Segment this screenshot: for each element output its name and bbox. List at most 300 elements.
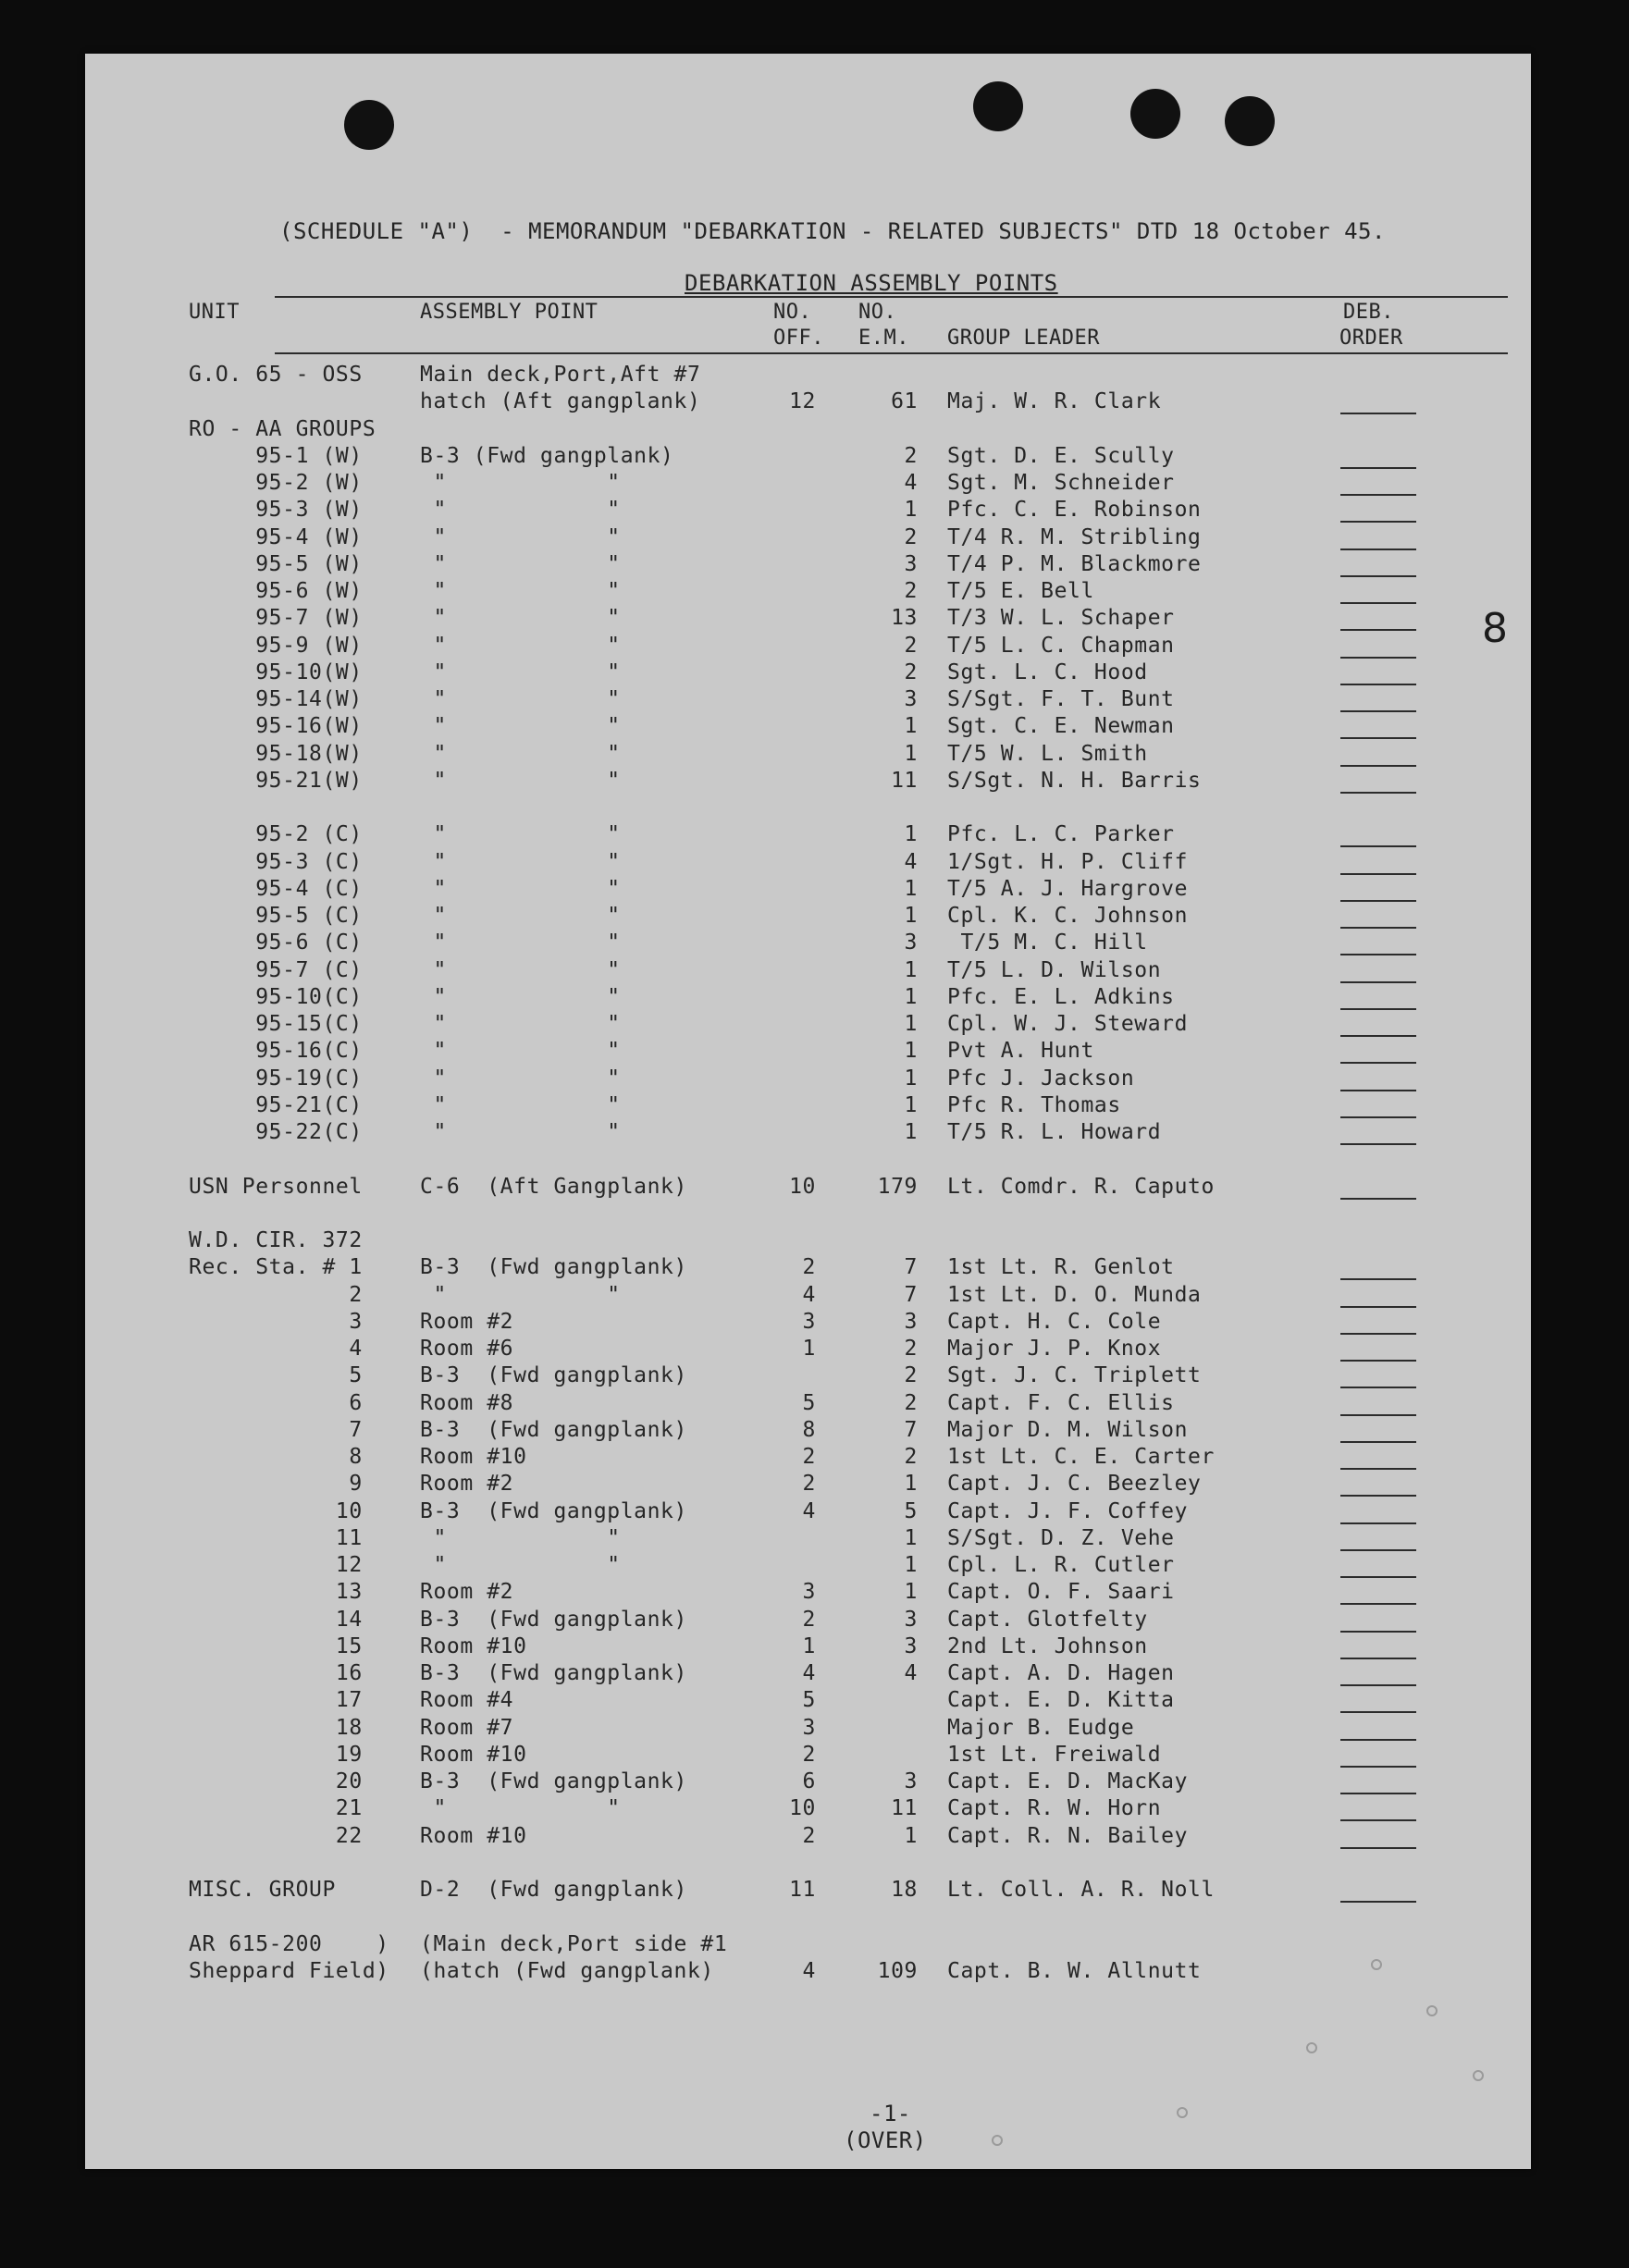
group-leader-cell: Sgt. J. C. Triplett [947,1363,1202,1387]
group-leader-cell: Capt. J. F. Coffey [947,1499,1189,1523]
unit-cell: 15 [189,1634,363,1658]
group-leader-cell: Cpl. W. J. Steward [947,1012,1189,1036]
group-leader-cell: Pfc R. Thomas [947,1093,1121,1117]
enlisted-count-cell: 2 [904,660,918,684]
officers-count-cell: 1 [802,1337,816,1361]
officers-count-cell: 5 [802,1688,816,1712]
unit-cell: Sheppard Field) [189,1959,389,1983]
over-note: (OVER) [844,2127,927,2153]
unit-cell: 3 [189,1310,363,1334]
deb-order-blank [1340,954,1416,955]
enlisted-count-cell: 1 [904,742,918,766]
unit-cell: 95-21(W) [189,769,363,793]
officers-count-cell: 4 [802,1959,816,1983]
col-header-assembly: ASSEMBLY POINT [420,301,599,324]
deb-order-blank [1340,710,1416,712]
enlisted-count-cell: 2 [904,1391,918,1415]
deb-order-blank [1340,1631,1416,1633]
unit-cell: 95-18(W) [189,742,363,766]
unit-cell: 95-3 (W) [189,498,363,522]
deb-order-blank [1340,1360,1416,1362]
assembly-point-cell: " " [420,850,621,874]
unit-cell: 18 [189,1716,363,1740]
assembly-point-cell: Room #4 [420,1688,514,1712]
document-subtitle: DEBARKATION ASSEMBLY POINTS [685,270,1058,296]
group-leader-cell: Capt. B. W. Allnutt [947,1959,1202,1983]
enlisted-count-cell: 3 [904,1634,918,1658]
group-leader-cell: Cpl. K. C. Johnson [947,904,1189,928]
deb-order-blank [1340,1333,1416,1335]
assembly-point-cell: hatch (Aft gangplank) [420,389,701,413]
unit-cell: 12 [189,1553,363,1577]
unit-cell: 4 [189,1337,363,1361]
assembly-point-cell: B-3 (Fwd gangplank) [420,1608,687,1632]
unit-cell: 95-10(W) [189,660,363,684]
assembly-point-cell: B-3 (Fwd gangplank) [420,1363,687,1387]
unit-cell: 95-9 (W) [189,634,363,658]
deb-order-blank [1340,657,1416,659]
assembly-point-cell: " " [420,1796,621,1820]
officers-count-cell: 6 [802,1769,816,1793]
deb-order-blank [1340,494,1416,496]
col-header-unit: UNIT [189,301,240,324]
group-leader-cell: Sgt. D. E. Scully [947,444,1175,468]
deb-order-blank [1340,1468,1416,1470]
enlisted-count-cell: 7 [904,1418,918,1442]
deb-order-blank [1340,1658,1416,1659]
unit-cell: 95-22(C) [189,1120,363,1144]
deb-order-blank [1340,1116,1416,1118]
deb-order-blank [1340,1819,1416,1821]
deb-order-blank [1340,1035,1416,1037]
officers-count-cell: 2 [802,1472,816,1496]
assembly-point-cell: " " [420,1283,621,1307]
document-page [85,54,1531,2169]
enlisted-count-cell: 3 [904,931,918,955]
handwritten-mark: 8 [1482,605,1508,652]
group-leader-cell: Sgt. M. Schneider [947,471,1175,495]
enlisted-count-cell: 179 [877,1175,918,1199]
deb-order-blank [1340,1901,1416,1903]
enlisted-count-cell: 13 [891,606,918,630]
deb-order-blank [1340,1414,1416,1416]
unit-cell: 95-1 (W) [189,444,363,468]
deb-order-blank [1340,900,1416,902]
group-leader-cell: T/4 P. M. Blackmore [947,552,1202,576]
deb-order-blank [1340,1711,1416,1713]
officers-count-cell: 4 [802,1283,816,1307]
enlisted-count-cell: 1 [904,958,918,982]
group-leader-cell: 1st Lt. D. O. Munda [947,1283,1202,1307]
paper-speck [1473,2070,1484,2081]
group-leader-cell: T/5 R. L. Howard [947,1120,1162,1144]
deb-order-blank [1340,629,1416,631]
col-header-off-1: NO. [773,301,812,324]
enlisted-count-cell: 109 [877,1959,918,1983]
enlisted-count-cell: 1 [904,822,918,846]
unit-cell: 17 [189,1688,363,1712]
assembly-point-cell: " " [420,498,621,522]
col-header-deb-1: DEB. [1343,301,1394,324]
deb-order-blank [1340,1603,1416,1605]
paper-speck [1177,2107,1188,2118]
deb-order-blank [1340,1090,1416,1091]
group-leader-cell: T/5 M. C. Hill [947,931,1148,955]
group-leader-cell: T/5 A. J. Hargrove [947,877,1189,901]
unit-cell: 95-3 (C) [189,850,363,874]
group-leader-cell: Capt. E. D. MacKay [947,1769,1189,1793]
unit-cell: W.D. CIR. 372 [189,1228,363,1252]
unit-cell: 95-5 (C) [189,904,363,928]
officers-count-cell: 2 [802,1824,816,1848]
deb-order-blank [1340,1684,1416,1686]
unit-cell: 2 [189,1283,363,1307]
unit-cell: 10 [189,1499,363,1523]
assembly-point-cell: Room #10 [420,1634,527,1658]
assembly-point-cell: " " [420,822,621,846]
col-header-off-2: OFF. [773,327,824,350]
group-leader-cell: Pvt A. Hunt [947,1039,1094,1063]
deb-order-blank [1340,1847,1416,1849]
unit-cell: AR 615-200 ) [189,1932,389,1956]
enlisted-count-cell: 5 [904,1499,918,1523]
assembly-point-cell: Room #2 [420,1580,514,1604]
enlisted-count-cell: 11 [891,1796,918,1820]
col-header-em-1: NO. [858,301,897,324]
unit-cell: 95-21(C) [189,1093,363,1117]
assembly-point-cell: B-3 (Fwd gangplank) [420,1661,687,1685]
unit-cell: 95-6 (C) [189,931,363,955]
paper-speck [1426,2005,1438,2016]
assembly-point-cell: " " [420,1526,621,1550]
paper-speck [992,2135,1003,2146]
enlisted-count-cell: 1 [904,1093,918,1117]
group-leader-cell: Capt. F. C. Ellis [947,1391,1175,1415]
enlisted-count-cell: 1 [904,1526,918,1550]
group-leader-cell: Capt. J. C. Beezley [947,1472,1202,1496]
assembly-point-cell: Main deck,Port,Aft #7 [420,363,701,387]
deb-order-blank [1340,981,1416,983]
group-leader-cell: Pfc. L. C. Parker [947,822,1175,846]
unit-cell: 13 [189,1580,363,1604]
assembly-point-cell: " " [420,742,621,766]
officers-count-cell: 10 [789,1796,816,1820]
punch-hole [344,100,394,150]
assembly-point-cell: (hatch (Fwd gangplank) [420,1959,714,1983]
group-leader-cell: 1st Lt. C. E. Carter [947,1445,1215,1469]
assembly-point-cell: " " [420,1120,621,1144]
group-leader-cell: S/Sgt. D. Z. Vehe [947,1526,1175,1550]
deb-order-blank [1340,1062,1416,1064]
group-leader-cell: Lt. Coll. A. R. Noll [947,1878,1215,1902]
enlisted-count-cell: 7 [904,1283,918,1307]
group-leader-cell: T/5 W. L. Smith [947,742,1148,766]
group-leader-cell: Capt. O. F. Saari [947,1580,1175,1604]
deb-order-blank [1340,1278,1416,1280]
assembly-point-cell: Room #10 [420,1824,527,1848]
group-leader-cell: Maj. W. R. Clark [947,389,1162,413]
deb-order-blank [1340,792,1416,794]
memorandum-header: (SCHEDULE "A") - MEMORANDUM "DEBARKATION - RELATED SUBJECTS" DTD 18 October 45. [279,218,1386,244]
assembly-point-cell: " " [420,931,621,955]
group-leader-cell: Cpl. L. R. Cutler [947,1553,1175,1577]
unit-cell: 95-7 (C) [189,958,363,982]
enlisted-count-cell: 2 [904,1363,918,1387]
officers-count-cell: 2 [802,1743,816,1767]
col-header-em-2: E.M. [858,327,909,350]
enlisted-count-cell: 3 [904,552,918,576]
unit-cell: 95-15(C) [189,1012,363,1036]
unit-cell: 20 [189,1769,363,1793]
enlisted-count-cell: 1 [904,498,918,522]
enlisted-count-cell: 1 [904,1012,918,1036]
unit-cell: 9 [189,1472,363,1496]
enlisted-count-cell: 1 [904,1553,918,1577]
assembly-point-cell: " " [420,769,621,793]
group-leader-cell: Sgt. L. C. Hood [947,660,1148,684]
officers-count-cell: 3 [802,1310,816,1334]
unit-cell: 16 [189,1661,363,1685]
unit-cell: 6 [189,1391,363,1415]
enlisted-count-cell: 1 [904,985,918,1009]
assembly-point-cell: Room #10 [420,1743,527,1767]
punch-hole [1130,89,1180,139]
deb-order-blank [1340,602,1416,604]
officers-count-cell: 5 [802,1391,816,1415]
group-leader-cell: Major D. M. Wilson [947,1418,1189,1442]
unit-cell: 7 [189,1418,363,1442]
group-leader-cell: Capt. H. C. Cole [947,1310,1162,1334]
deb-order-blank [1340,1306,1416,1308]
assembly-point-cell: (Main deck,Port side #1 [420,1932,728,1956]
assembly-point-cell: C-6 (Aft Gangplank) [420,1175,687,1199]
enlisted-count-cell: 2 [904,634,918,658]
unit-cell: 95-7 (W) [189,606,363,630]
group-leader-cell: Capt. R. W. Horn [947,1796,1162,1820]
unit-cell: 95-2 (W) [189,471,363,495]
group-leader-cell: T/4 R. M. Stribling [947,525,1202,549]
group-leader-cell: Capt. Glotfelty [947,1608,1148,1632]
assembly-point-cell: D-2 (Fwd gangplank) [420,1878,687,1902]
group-leader-cell: 1st Lt. Freiwald [947,1743,1162,1767]
unit-cell: 21 [189,1796,363,1820]
officers-count-cell: 2 [802,1255,816,1279]
unit-cell: 14 [189,1608,363,1632]
assembly-point-cell: " " [420,634,621,658]
group-leader-cell: S/Sgt. N. H. Barris [947,769,1202,793]
group-leader-cell: T/3 W. L. Schaper [947,606,1175,630]
group-leader-cell: Sgt. C. E. Newman [947,714,1175,738]
deb-order-blank [1340,1522,1416,1524]
enlisted-count-cell: 3 [904,1608,918,1632]
page-number: -1- [870,2101,911,2126]
officers-count-cell: 4 [802,1661,816,1685]
unit-cell: 95-14(W) [189,687,363,711]
assembly-point-cell: " " [420,1039,621,1063]
enlisted-count-cell: 11 [891,769,918,793]
punch-hole [1225,96,1275,146]
unit-cell: 95-19(C) [189,1066,363,1091]
enlisted-count-cell: 2 [904,1445,918,1469]
col-header-deb-2: ORDER [1339,327,1403,350]
table-header-rule [275,352,1508,354]
group-leader-cell: S/Sgt. F. T. Bunt [947,687,1175,711]
enlisted-count-cell: 1 [904,1824,918,1848]
enlisted-count-cell: 1 [904,714,918,738]
enlisted-count-cell: 1 [904,1120,918,1144]
assembly-point-cell: " " [420,985,621,1009]
deb-order-blank [1340,521,1416,523]
enlisted-count-cell: 2 [904,444,918,468]
col-header-leader: GROUP LEADER [947,327,1100,350]
assembly-point-cell: Room #6 [420,1337,514,1361]
enlisted-count-cell: 3 [904,687,918,711]
deb-order-blank [1340,737,1416,739]
unit-cell: 95-4 (C) [189,877,363,901]
group-leader-cell: Major J. P. Knox [947,1337,1162,1361]
group-leader-cell: Capt. E. D. Kitta [947,1688,1175,1712]
unit-cell: 95-6 (W) [189,579,363,603]
group-leader-cell: T/5 E. Bell [947,579,1094,603]
assembly-point-cell: Room #10 [420,1445,527,1469]
assembly-point-cell: " " [420,471,621,495]
group-leader-cell: Pfc. E. L. Adkins [947,985,1175,1009]
deb-order-blank [1340,1387,1416,1388]
assembly-point-cell: " " [420,552,621,576]
assembly-point-cell: Room #2 [420,1472,514,1496]
unit-cell: 8 [189,1445,363,1469]
enlisted-count-cell: 2 [904,579,918,603]
group-leader-cell: Lt. Comdr. R. Caputo [947,1175,1215,1199]
assembly-point-cell: B-3 (Fwd gangplank) [420,444,674,468]
officers-count-cell: 3 [802,1716,816,1740]
deb-order-blank [1340,1576,1416,1578]
unit-cell: 95-5 (W) [189,552,363,576]
enlisted-count-cell: 61 [891,389,918,413]
deb-order-blank [1340,845,1416,847]
group-leader-cell: T/5 L. D. Wilson [947,958,1162,982]
deb-order-blank [1340,1793,1416,1794]
officers-count-cell: 2 [802,1608,816,1632]
group-leader-cell: T/5 L. C. Chapman [947,634,1175,658]
assembly-point-cell: " " [420,1012,621,1036]
deb-order-blank [1340,549,1416,550]
deb-order-blank [1340,1441,1416,1443]
enlisted-count-cell: 3 [904,1769,918,1793]
assembly-point-cell: Room #7 [420,1716,514,1740]
assembly-point-cell: " " [420,660,621,684]
assembly-point-cell: B-3 (Fwd gangplank) [420,1418,687,1442]
enlisted-count-cell: 3 [904,1310,918,1334]
unit-cell: RO - AA GROUPS [189,417,376,441]
paper-speck [1306,2042,1317,2053]
officers-count-cell: 3 [802,1580,816,1604]
enlisted-count-cell: 1 [904,1066,918,1091]
officers-count-cell: 1 [802,1634,816,1658]
deb-order-blank [1340,413,1416,414]
unit-cell: 22 [189,1824,363,1848]
deb-order-blank [1340,1495,1416,1497]
deb-order-blank [1340,927,1416,929]
enlisted-count-cell: 1 [904,877,918,901]
unit-cell: USN Personnel [189,1175,363,1199]
deb-order-blank [1340,1766,1416,1768]
assembly-point-cell: B-3 (Fwd gangplank) [420,1769,687,1793]
enlisted-count-cell: 4 [904,850,918,874]
officers-count-cell: 11 [789,1878,816,1902]
unit-cell: 95-10(C) [189,985,363,1009]
assembly-point-cell: " " [420,1553,621,1577]
unit-cell: 95-16(C) [189,1039,363,1063]
deb-order-blank [1340,1739,1416,1741]
deb-order-blank [1340,873,1416,875]
deb-order-blank [1340,1143,1416,1145]
assembly-point-cell: " " [420,904,621,928]
deb-order-blank [1340,1198,1416,1200]
deb-order-blank [1340,1549,1416,1551]
unit-cell: 95-2 (C) [189,822,363,846]
enlisted-count-cell: 7 [904,1255,918,1279]
assembly-point-cell: " " [420,579,621,603]
officers-count-cell: 12 [789,389,816,413]
enlisted-count-cell: 2 [904,1337,918,1361]
deb-order-blank [1340,765,1416,767]
paper-speck [1371,1959,1382,1970]
assembly-point-cell: Room #2 [420,1310,514,1334]
assembly-point-cell: Room #8 [420,1391,514,1415]
deb-order-blank [1340,467,1416,469]
assembly-point-cell: " " [420,1066,621,1091]
assembly-point-cell: " " [420,525,621,549]
assembly-point-cell: " " [420,877,621,901]
assembly-point-cell: B-3 (Fwd gangplank) [420,1255,687,1279]
group-leader-cell: Pfc J. Jackson [947,1066,1135,1091]
enlisted-count-cell: 4 [904,471,918,495]
enlisted-count-cell: 1 [904,1580,918,1604]
punch-hole [973,81,1023,131]
group-leader-cell: Capt. R. N. Bailey [947,1824,1189,1848]
enlisted-count-cell: 18 [891,1878,918,1902]
unit-cell: MISC. GROUP [189,1878,336,1902]
table-top-rule [275,296,1508,298]
unit-cell: 19 [189,1743,363,1767]
group-leader-cell: 1/Sgt. H. P. Cliff [947,850,1189,874]
unit-cell: 95-4 (W) [189,525,363,549]
officers-count-cell: 4 [802,1499,816,1523]
deb-order-blank [1340,575,1416,577]
assembly-point-cell: " " [420,1093,621,1117]
unit-cell: 95-16(W) [189,714,363,738]
assembly-point-cell: " " [420,714,621,738]
enlisted-count-cell: 1 [904,1039,918,1063]
enlisted-count-cell: 1 [904,1472,918,1496]
unit-cell: 5 [189,1363,363,1387]
assembly-point-cell: " " [420,958,621,982]
assembly-point-cell: " " [420,606,621,630]
officers-count-cell: 10 [789,1175,816,1199]
deb-order-blank [1340,1008,1416,1010]
unit-cell: G.O. 65 - OSS [189,363,363,387]
group-leader-cell: Major B. Eudge [947,1716,1135,1740]
group-leader-cell: Capt. A. D. Hagen [947,1661,1175,1685]
group-leader-cell: 2nd Lt. Johnson [947,1634,1148,1658]
enlisted-count-cell: 1 [904,904,918,928]
group-leader-cell: 1st Lt. R. Genlot [947,1255,1175,1279]
deb-order-blank [1340,684,1416,685]
group-leader-cell: Pfc. C. E. Robinson [947,498,1202,522]
officers-count-cell: 8 [802,1418,816,1442]
enlisted-count-cell: 4 [904,1661,918,1685]
